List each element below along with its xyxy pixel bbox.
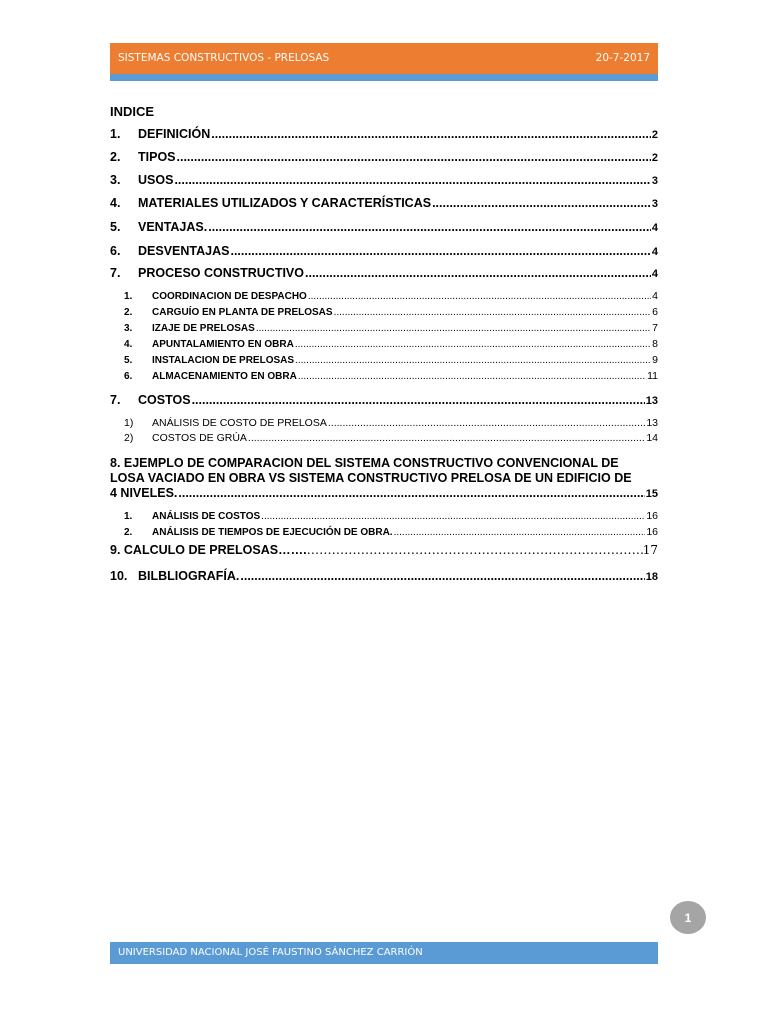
toc-subentry-costos-grua[interactable]: 2) COSTOS DE GRÚA ..... 14	[110, 432, 658, 444]
header-divider	[110, 74, 658, 81]
toc-entry-ventajas[interactable]: 5. VENTAJAS. ..... 4	[110, 220, 658, 234]
toc-subentry-analisis-costo[interactable]: 1) ANÁLISIS DE COSTO DE PRELOSA ..... 13	[110, 417, 658, 429]
page-footer	[110, 942, 658, 964]
toc-subentry-instalacion[interactable]: 5. INSTALACION DE PRELOSAS ..... 9	[110, 354, 658, 366]
toc-subentry-almacenamiento[interactable]: 6. ALMACENAMIENTO EN OBRA ..... 11	[110, 370, 658, 382]
toc-subentry-carguio[interactable]: 2. CARGUÍO EN PLANTA DE PRELOSAS ..... 6	[110, 306, 658, 318]
page-header	[110, 43, 658, 74]
toc-entry-ejemplo-comparacion[interactable]: 8. EJEMPLO DE COMPARACION DEL SISTEMA CONSTRUCTIVO CONVENCIONAL DE LOSA VACIADO EN OBRA VS SISTEMA CONSTRUCTIVO PRELOSA DE UN EDIFICIO DE 4 NIVELES. ..... 15	[110, 456, 658, 502]
toc-subentry-apuntalamiento[interactable]: 4. APUNTALAMIENTO EN OBRA ..... 8	[110, 338, 658, 350]
toc-title: INDICE	[110, 104, 155, 119]
toc-entry-costos[interactable]: 7. COSTOS ..... 13	[110, 393, 658, 407]
toc-subentry-izaje[interactable]: 3. IZAJE DE PRELOSAS ..... 7	[110, 322, 658, 334]
header-title: SISTEMAS CONSTRUCTIVOS - PRELOSAS	[118, 52, 330, 64]
toc-subentry-analisis-tiempos[interactable]: 2. ANÁLISIS DE TIEMPOS DE EJECUCIÓN DE OBRA. ..... 16	[110, 526, 658, 538]
header-date: 20-7-2017	[595, 52, 650, 64]
toc-entry-usos[interactable]: 3. USOS ..... 3	[110, 173, 658, 187]
footer-text: UNIVERSIDAD NACIONAL JOSÉ FAUSTINO SÁNCHEZ CARRIÓN	[118, 947, 423, 958]
toc-entry-desventajas[interactable]: 6. DESVENTAJAS ..... 4	[110, 244, 658, 258]
toc-subentry-coordinacion[interactable]: 1. COORDINACION DE DESPACHO ..... 4	[110, 290, 658, 302]
toc-entry-tipos[interactable]: 2. TIPOS ..... 2	[110, 150, 658, 164]
page-number-badge: 1	[670, 901, 706, 934]
toc-entry-bibliografia[interactable]: 10. BILBLIOGRAFÍA. ..... 18	[110, 569, 658, 583]
toc-entry-materiales[interactable]: 4. MATERIALES UTILIZADOS Y CARACTERÍSTICAS ..... 3	[110, 196, 658, 210]
toc-subentry-analisis-costos[interactable]: 1. ANÁLISIS DE COSTOS ..... 16	[110, 510, 658, 522]
toc-entry-definicion[interactable]: 1. DEFINICIÓN ..... 2	[110, 127, 658, 141]
toc-entry-calculo-prelosas[interactable]: 9. CALCULO DE PRELOSAS ……. …………………………………………………………………………………………………………………………………… 17	[110, 542, 658, 557]
toc-entry-proceso-constructivo[interactable]: 7. PROCESO CONSTRUCTIVO ..... 4	[110, 266, 658, 280]
